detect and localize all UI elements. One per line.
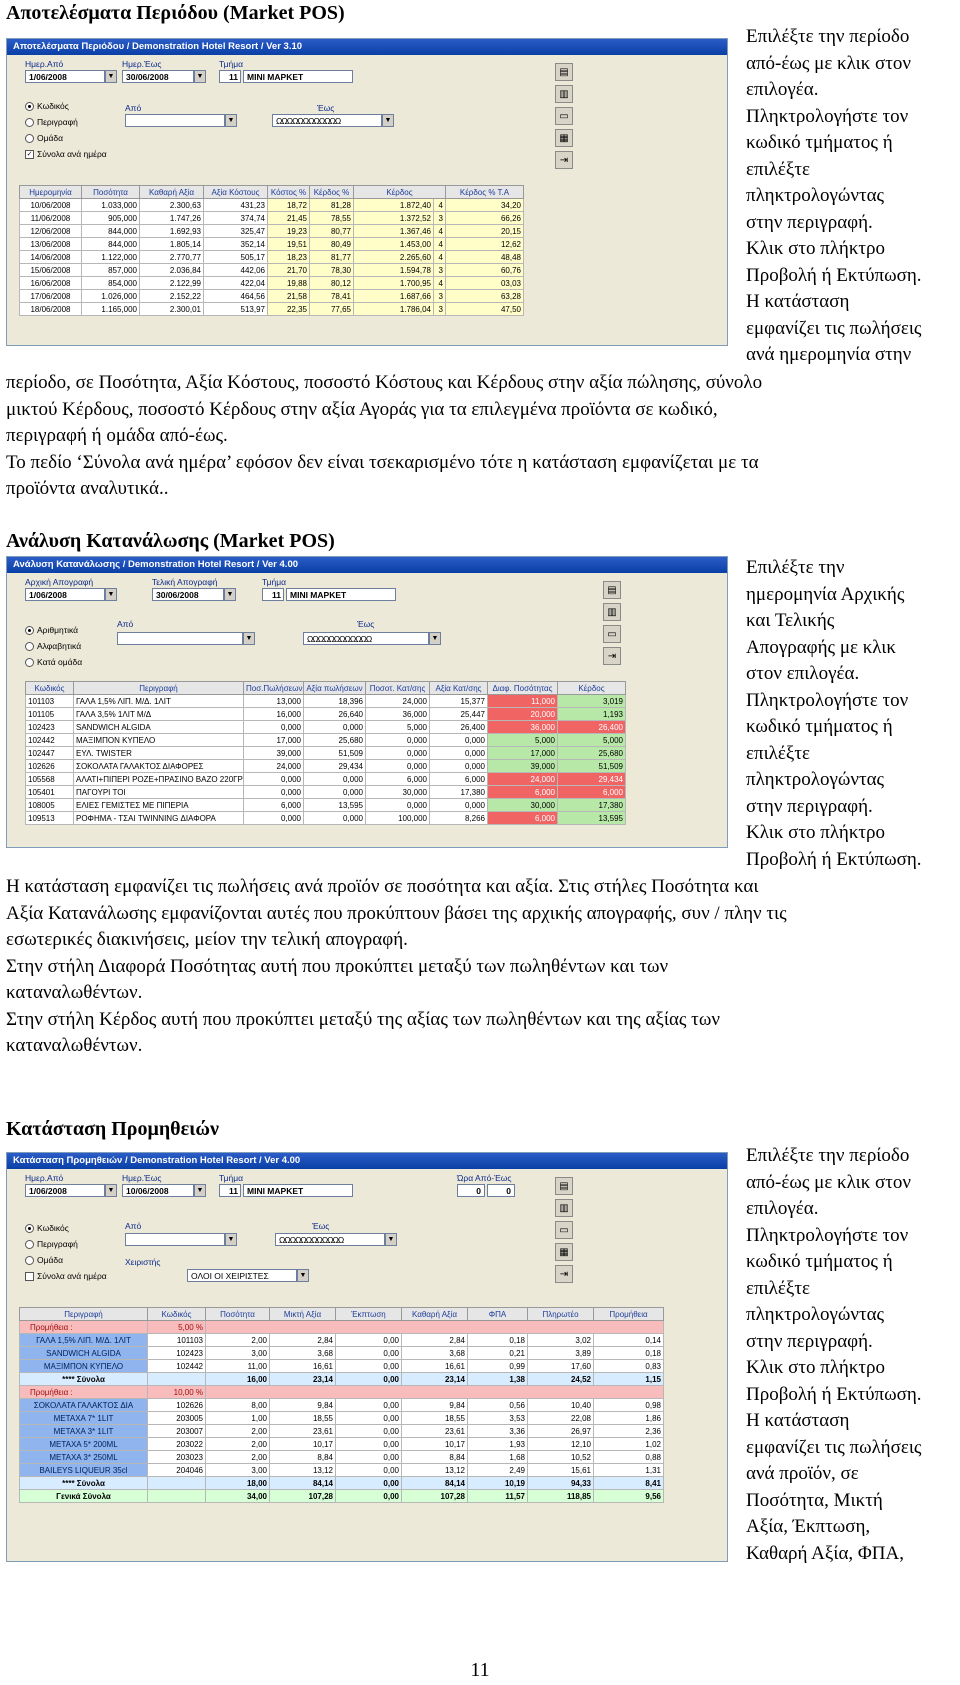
exit-icon[interactable]: ⇥ [555,1265,573,1283]
commission-group-row: Προμήθεια : 10,00 % [20,1386,664,1399]
dept-name-field[interactable]: MINI MAPKET [286,588,396,601]
to-field[interactable]: ΩΩΩΩΩΩΩΩΩΩΩΩ [275,1233,385,1246]
table-row[interactable]: ΓΑΛΑ 1,5% ΛΙΠ. Μ/Δ. 1ΛΙΤ 101103 2,00 2,84 0,00 2,84 0,18 3,02 0,14 [20,1334,664,1347]
table-header: Κωδικός Περιγραφή Ποσ.Πωλήσεων Αξία πωλήσεων Ποσοτ. Κατ/σης Αξία Κατ/σης Διαφ. Ποσότητας Κέρδος [26,682,626,695]
chart-icon[interactable]: ▥ [555,1199,573,1217]
table-row[interactable]: 11/06/2008 905,000 1.747,26 374,74 21,45 78,55 1.372,52 3 66,26 [20,212,524,225]
from-field[interactable] [125,114,225,127]
section1-paragraph: περίοδο, σε Ποσότητα, Αξία Κόστους, ποσοστό Κόστους και Κέρδους στην αξία πώλησης, σύνολο μικτού Κέρδους, ποσοστό Κέρδους στην αξία Αγοράς για τα επιλεγμένα προϊόντα σε κωδικό, περιγραφή ή ομάδα από-έως. Το πεδίο ‘Σύνολα ανά ημέρα’ εφόσον δεν είναι τσεκαρισμένο τότε η κατάσταση εμφανίζεται με τα προϊόντα αναλυτικά.. [6,372,763,499]
date-from-field[interactable]: 1/06/2008 [25,1184,105,1197]
radio-description[interactable]: Περιγραφή [25,1239,78,1249]
commission-group-row: Προμήθεια : 5,00 % [20,1321,664,1334]
from-dropdown[interactable]: ▼ [225,1233,237,1246]
grand-total-row: Γενικά Σύνολα 34,00 107,28 0,00 107,28 11,57 118,85 9,56 [20,1490,664,1503]
radio-selected-icon [25,102,34,111]
table-row[interactable]: 10/06/2008 1.033,000 2.300,63 431,23 18,72 81,28 1.872,40 4 34,20 [20,199,524,212]
window-title: Ανάλυση Κατανάλωσης / Demonstration Hotel Resort / Ver 4.00 [7,557,727,573]
radio-description[interactable]: Περιγραφή [25,117,78,127]
commissions-table [19,1307,664,1503]
table-row[interactable]: 102423 SANDWICH ALGIDA 0,000 0,000 5,000 26,400 36,000 26,400 [26,721,626,734]
dept-name-field[interactable]: MINI MAPKET [243,70,353,83]
table-row[interactable]: 101103 ΓΑΛΑ 1,5% ΛΙΠ. Μ/Δ. 1ΛΙΤ 13,000 18,396 24,000 15,377 11,000 3,019 [26,695,626,708]
table-row[interactable]: METAXA 5* 200ML 203022 2,00 10,17 0,00 10,17 1,93 12,10 1,02 [20,1438,664,1451]
table-row[interactable]: 14/06/2008 1.122,000 2.770,77 505,17 18,23 81,77 2.265,60 4 48,48 [20,251,524,264]
page-number: 11 [470,1659,490,1681]
hours-label: Ώρα Από-Έως [457,1173,512,1183]
operator-label: Χειριστής [125,1257,161,1267]
radio-icon [25,642,34,651]
date-to-field[interactable]: 30/06/2008 [122,70,194,83]
from-field[interactable] [125,1233,225,1246]
export-icon[interactable]: ▦ [555,1243,573,1261]
radio-numeric[interactable]: Αριθμητικά [25,625,78,635]
table-row[interactable]: 16/06/2008 854,000 2.122,99 422,04 19,88 80,12 1.700,95 4 03,03 [20,277,524,290]
table-row[interactable]: 102442 ΜΑΞΙΜΠΟΝ ΚΥΠΕΛΟ 17,000 25,680 0,000 0,000 5,000 5,000 [26,734,626,747]
section1-heading: Αποτελέσματα Περιόδου (Market POS) [6,2,345,24]
section2-heading: Ανάλυση Κατανάλωσης (Market POS) [6,530,335,552]
section2-paragraph: Η κατάσταση εμφανίζει τις πωλήσεις ανά προϊόν σε ποσότητα και αξία. Στις στήλες Ποσότητα και Αξία Κατανάλωσης εμφανίζονται αυτές που προκύπτουν βάσει της αρχικής απογραφής, συν / πλην τις εσωτερικές διακινήσεις, μείον την τελική απογραφή. Στην στήλη Διαφορά Ποσότητας αυτή που προκύπτει μεταξύ των πωληθέντων και των καταναλωθέντων. Στην στήλη Κέρδος αυτή που προκύπτει μεταξύ της αξίας των πωληθέντων και της αξίας των καταναλωθέντων. [6,876,787,1056]
table-row[interactable]: 101105 ΓΑΛΑ 3,5% 1ΛΙΤ Μ/Δ 16,000 26,640 36,000 25,447 20,000 1,193 [26,708,626,721]
to-dropdown[interactable]: ▼ [385,1233,397,1246]
date-to-dropdown[interactable]: ▼ [194,70,206,83]
date-from-dropdown[interactable]: ▼ [105,1184,117,1197]
to-label: Έως [317,103,335,113]
subtotal-row: **** Σύνολα 18,00 84,14 0,00 84,14 10,19 94,33 8,41 [20,1477,664,1490]
date-from-dropdown[interactable]: ▼ [105,70,117,83]
table-header: Ημερομηνία Ποσότητα Καθαρή Αξία Αξία Κόστους Κόστος % Κέρδος % Κέρδος Κέρδος % Τ.Α [20,186,524,199]
subtotal-row: **** Σύνολα 16,00 23,14 0,00 23,14 1,38 24,52 1,15 [20,1373,664,1386]
radio-selected-icon [25,1224,34,1233]
view-icon[interactable]: ▤ [603,581,621,599]
commissions-window [6,1152,728,1562]
date-to-label: Ημερ.Έως [122,59,162,69]
radio-selected-icon [25,626,34,635]
consumption-analysis-window [6,556,728,848]
section3-heading: Κατάσταση Προμηθειών [6,1118,219,1140]
daily-totals-checkbox[interactable]: Σύνολα ανά ημέρα [25,1271,107,1281]
period-results-window [6,38,728,346]
radio-icon [25,1256,34,1265]
from-label: Από [125,103,142,113]
window-title: Κατάσταση Προμηθειών / Demonstration Hotel Resort / Ver 4.00 [7,1153,727,1169]
start-inventory-field[interactable]: 1/06/2008 [25,588,105,601]
from-label: Από [117,619,134,629]
section2-side-text: Επιλέξτε την ημερομηνία Αρχικής και Τελικής Απογραφής με κλικ στον επιλογέα. Πληκτρολογήστε τον κωδικό τμήματος ή επιλέξτε πληκτρολογώντας στην περιγραφή. Κλικ στο πλήκτρο Προβολή ή Εκτύπωση. [746,557,922,870]
table-row[interactable]: 102626 ΣΟΚΟΛΑΤΑ ΓΑΛΑΚΤΟΣ ΔΙΑΦΟΡΕΣ 24,000 29,434 0,000 0,000 39,000 51,509 [26,760,626,773]
end-inventory-label: Τελική Απογραφή [152,577,218,587]
table-row[interactable]: METAXA 3* 250ML 203023 2,00 8,84 0,00 8,84 1,68 10,52 0,88 [20,1451,664,1464]
to-field[interactable]: ΩΩΩΩΩΩΩΩΩΩΩΩ [272,114,382,127]
exit-icon[interactable]: ⇥ [555,151,573,169]
table-row[interactable]: 102447 ΕΥΛ. TWISTER 39,000 51,509 0,000 0,000 17,000 25,680 [26,747,626,760]
print-icon[interactable]: ▭ [603,625,621,643]
radio-alphabetic[interactable]: Αλφαβητικά [25,641,81,651]
date-from-field[interactable]: 1/06/2008 [25,70,105,83]
dept-label: Τμήμα [219,1173,244,1183]
date-to-label: Ημερ.Έως [122,1173,162,1183]
table-header: Περιγραφή Κωδικός Ποσότητα Μικτή Αξία Έκπτωση Καθαρή Αξία ΦΠΑ Πληρωτέο Προμήθεια [20,1308,664,1321]
radio-icon [25,134,34,143]
window-title: Αποτελέσματα Περιόδου / Demonstration Hotel Resort / Ver 3.10 [7,39,727,55]
print-icon[interactable]: ▭ [555,107,573,125]
table-row[interactable]: SANDWICH ALGIDA 102423 3,00 3,68 0,00 3,68 0,21 3,89 0,18 [20,1347,664,1360]
date-to-field[interactable]: 10/06/2008 [122,1184,194,1197]
checkbox-icon [25,1272,34,1281]
chart-icon[interactable]: ▥ [555,85,573,103]
to-dropdown[interactable]: ▼ [382,114,394,127]
view-icon[interactable]: ▤ [555,63,573,81]
table-row[interactable]: 12/06/2008 844,000 1.692,93 325,47 19,23 80,77 1.367,46 4 20,15 [20,225,524,238]
radio-group[interactable]: Ομάδα [25,1255,63,1265]
end-inventory-field[interactable]: 30/06/2008 [152,588,224,601]
radio-icon [25,1240,34,1249]
table-row[interactable]: BAILEYS LIQUEUR 35cl 204046 3,00 13,12 0,00 13,12 2,49 15,61 1,31 [20,1464,664,1477]
from-field[interactable] [117,632,243,645]
date-from-label: Ημερ.Από [25,1173,64,1183]
dept-code-field[interactable]: 11 [262,588,284,601]
period-results-table [19,185,524,316]
hours-from-field[interactable]: 0 [457,1184,485,1197]
table-row[interactable]: 105401 ΠΑΓΟΥΡΙ ΤΟΙ 0,000 0,000 30,000 17,380 6,000 6,000 [26,786,626,799]
section3-side-text: Επιλέξτε την περίοδο από-έως με κλικ στον επιλογέα. Πληκτρολογήστε τον κωδικό τμήματος ή επιλέξτε πληκτρολογώντας στην περιγραφή. Κλικ στο πλήκτρο Προβολή ή Εκτύπωση. Η κατάσταση εμφανίζει τις πωλήσεις ανά προϊόν, σε Ποσότητα, Μικτή Αξία, Έκπτωση, Καθαρή Αξία, ΦΠΑ, [746,1145,922,1564]
to-label: Έως [312,1221,330,1231]
start-inventory-label: Αρχική Απογραφή [25,577,94,587]
daily-totals-checkbox[interactable]: ✓ Σύνολα ανά ημέρα [26,149,107,159]
table-row[interactable]: METAXA 7* 1LIT 203005 1,00 18,55 0,00 18,55 3,53 22,08 1,86 [20,1412,664,1425]
operator-field[interactable]: ΟΛΟΙ ΟΙ ΧΕΙΡΙΣΤΕΣ [187,1269,297,1282]
to-label: Έως [357,619,375,629]
table-row[interactable]: 108005 ΕΛΙΕΣ ΓΕΜΙΣΤΕΣ ΜΕ ΠΙΠΕΡΙΑ 6,000 13,595 0,000 0,000 30,000 17,380 [26,799,626,812]
from-dropdown[interactable]: ▼ [225,114,237,127]
from-label: Από [125,1221,142,1231]
radio-by-group[interactable]: Κατά ομάδα [25,657,82,667]
table-row[interactable]: ΜΑΞΙΜΠΟΝ ΚΥΠΕΛΟ 102442 11,00 16,61 0,00 16,61 0,99 17,60 0,83 [20,1360,664,1373]
table-row[interactable]: ΣΟΚΟΛΑΤΑ ΓΑΛΑΚΤΟΣ ΔΙΑ 102626 8,00 9,84 0,00 9,84 0,56 10,40 0,98 [20,1399,664,1412]
from-dropdown[interactable]: ▼ [243,632,255,645]
consumption-table [25,681,626,825]
checkmark-icon: ✓ [26,151,33,159]
dept-label: Τμήμα [219,59,244,69]
dept-label: Τμήμα [262,577,287,587]
dept-code-field[interactable]: 11 [219,70,241,83]
table-row[interactable]: 18/06/2008 1.165,000 2.300,01 513,97 22,35 77,65 1.786,04 3 47,50 [20,303,524,316]
start-inventory-dropdown[interactable]: ▼ [105,588,117,601]
exit-icon[interactable]: ⇥ [603,647,621,665]
table-row[interactable]: 17/06/2008 1.026,000 2.152,22 464,56 21,58 78,41 1.687,66 3 63,28 [20,290,524,303]
end-inventory-dropdown[interactable]: ▼ [224,588,236,601]
radio-code[interactable]: Κωδικός [25,1223,69,1233]
print-icon[interactable]: ▭ [555,1221,573,1239]
radio-icon [25,118,34,127]
to-dropdown[interactable]: ▼ [429,632,441,645]
to-field[interactable]: ΩΩΩΩΩΩΩΩΩΩΩΩ [303,632,429,645]
chart-icon[interactable]: ▥ [603,603,621,621]
table-row[interactable]: METAXA 3* 1LIT 203007 2,00 23,61 0,00 23,61 3,36 26,97 2,36 [20,1425,664,1438]
table-row[interactable]: 109513 ΡΟΦΗΜΑ - ΤΣΑΙ TWINNING ΔΙΑΦΟΡΑ 0,000 0,000 100,000 8,266 6,000 13,595 [26,812,626,825]
section1-side-text: Επιλέξτε την περίοδο από-έως με κλικ στον επιλογέα. Πληκτρολογήστε τον κωδικό τμήματος ή επιλέξτε πληκτρολογώντας στην περιγραφή. Κλικ στο πλήκτρο Προβολή ή Εκτύπωση. Η κατάσταση εμφανίζει τις πωλήσεις ανά ημερομηνία στην [746,26,922,365]
view-icon[interactable]: ▤ [555,1177,573,1195]
radio-group[interactable]: Ομάδα [25,133,63,143]
table-row[interactable]: 105568 ΑΛΑΤΙ+ΠΙΠΕΡΙ ΡΟΖΕ+ΠΡΑΣΙΝΟ ΒΑΖΟ 220ΓΡ 0,000 0,000 6,000 6,000 24,000 29,434 [26,773,626,786]
dept-name-field[interactable]: MINI MAPKET [243,1184,353,1197]
table-row[interactable]: 13/06/2008 844,000 1.805,14 352,14 19,51 80,49 1.453,00 4 12,62 [20,238,524,251]
hours-to-field[interactable]: 0 [487,1184,515,1197]
radio-icon [25,658,34,667]
radio-code[interactable]: Κωδικός [25,101,69,111]
export-icon[interactable]: ▦ [555,129,573,147]
operator-dropdown[interactable]: ▼ [297,1269,309,1282]
table-row[interactable]: 15/06/2008 857,000 2.036,84 442,06 21,70 78,30 1.594,78 3 60,76 [20,264,524,277]
date-from-label: Ημερ.Από [25,59,64,69]
dept-code-field[interactable]: 11 [219,1184,241,1197]
date-to-dropdown[interactable]: ▼ [194,1184,206,1197]
